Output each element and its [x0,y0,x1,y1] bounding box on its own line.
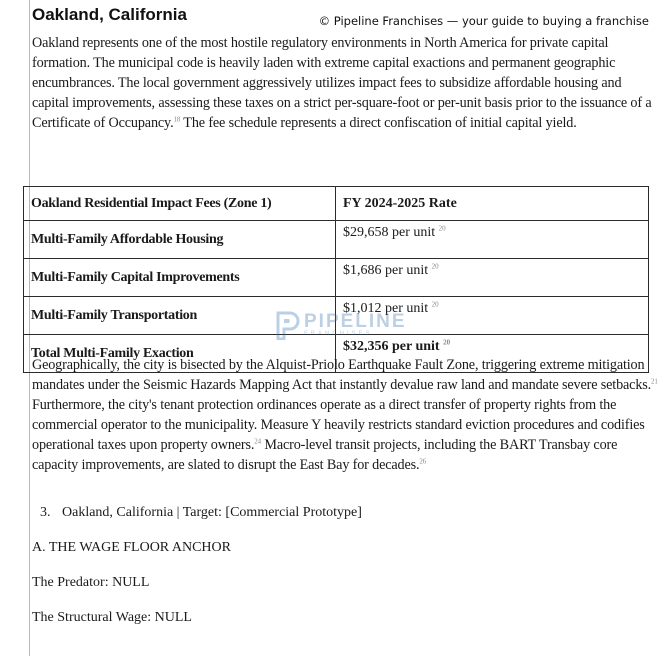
section-heading: A. THE WAGE FLOOR ANCHOR [32,540,231,555]
fee-label-cell: Total Multi-Family Exaction [24,335,336,373]
footnote-ref[interactable]: 24 [254,437,261,446]
paragraph-text: Macro-level transit projects, including the BART Transbay core capacity improvements, are slated to disrupt the East Bay for decades. [32,437,618,473]
footnote-ref[interactable]: 20 [443,338,451,347]
table-row [24,259,649,297]
fee-label-cell: Multi-Family Transportation [24,297,336,335]
fee-label-cell: Multi-Family Capital Improvements [24,259,336,297]
page-title: Oakland, California [32,5,187,24]
watermark-brand: PIPELINE [304,311,407,332]
intro-paragraph [32,33,658,133]
footnote-ref[interactable]: 20 [431,300,439,309]
fee-rate-cell [336,259,649,297]
intro-text: Oakland represents one of the most hostile regulatory environments in North America for private capital formation. The municipal code is heavily laden with extreme capital exactions and permanent geographic encumbrances. The local government aggressively utilizes impact fees to subsidize affordable housing and capital improvements, assessing these taxes on a strict per-square-foot or per-unit basis prior to the issuance of a Certificate of Occupancy. [32,35,652,131]
list-number: 3. [40,505,51,520]
fee-rate: $29,658 per unit [343,225,436,240]
table-header-row [24,187,649,221]
impact-fees-table [23,186,649,373]
paragraph-text: Geographically, the city is bisected by the Alquist-Priolo Earthquake Fault Zone, triggering extreme mitigation mandates under the Seismic Hazards Mapping Act that instantly devalue raw land and mandate severe setbacks. [32,357,652,393]
fee-rate-cell [336,297,649,335]
numbered-list-item [40,505,362,521]
watermark-sub: FRANCHISES [304,331,373,337]
geography-paragraph [32,355,658,475]
predator-line: The Predator: NULL [32,575,150,590]
structural-wage-line: The Structural Wage: NULL [32,610,192,625]
fee-label-cell: Multi-Family Affordable Housing [24,221,336,259]
footnote-ref[interactable]: 18 [173,115,181,124]
footnote-ref[interactable]: 20 [438,224,446,233]
footnote-ref[interactable]: 20 [431,262,439,271]
fee-rate: $32,356 per unit [343,339,440,354]
table-row [24,221,649,259]
footnote-ref[interactable]: 26 [419,457,427,466]
intro-text-continued: The fee schedule represents a direct confiscation of initial capital yield. [180,115,577,131]
copyright-notice: © Pipeline Franchises — your guide to buying a franchise [318,14,649,28]
footnote-ref[interactable]: 21 [651,377,658,386]
fee-rate: $1,012 per unit [343,301,429,316]
list-item-text: Oakland, California | Target: [Commercial Prototype] [62,505,362,520]
table-header-cell: FY 2024-2025 Rate [336,187,649,221]
table-row [24,297,649,335]
paragraph-text: Furthermore, the city's tenant protection ordinances operate as a direct transfer of property rights from the commercial operator to the municipality. Measure Y heavily restricts standard eviction procedures and codifies operational taxes upon property owners. [32,397,645,453]
fee-rate: $1,686 per unit [343,263,429,278]
fee-rate-cell [336,221,649,259]
table-header-cell: Oakland Residential Impact Fees (Zone 1) [24,187,336,221]
